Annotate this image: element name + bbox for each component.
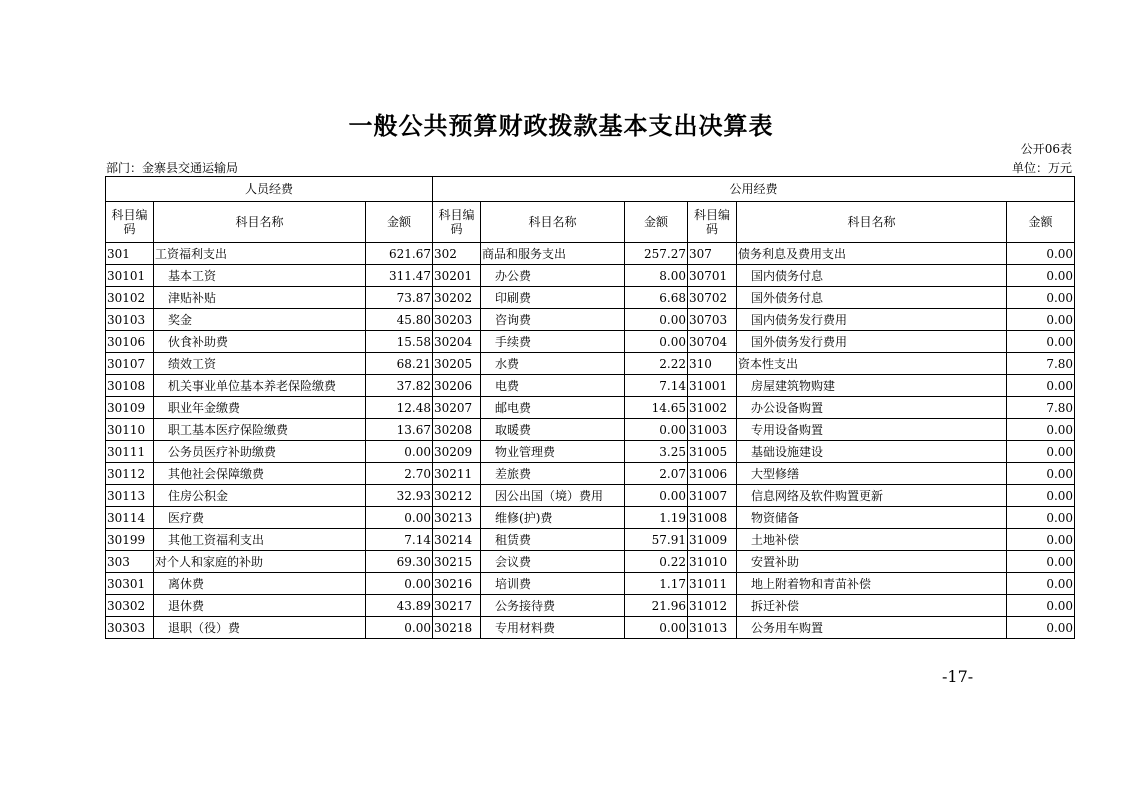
subject-code: 31001	[688, 375, 737, 397]
subject-name: 手续费	[495, 334, 532, 349]
table-row	[106, 551, 1075, 573]
subject-name: 大型修缮	[751, 466, 800, 481]
table-row	[106, 485, 1075, 507]
table-row	[106, 507, 1075, 529]
subject-code: 31005	[688, 441, 737, 463]
subject-name-cell	[481, 353, 625, 375]
subject-code: 30302	[106, 595, 154, 617]
amount: 69.30	[366, 551, 433, 573]
subject-name: 债务利息及费用支出	[738, 246, 847, 261]
subject-name: 离休费	[168, 576, 205, 591]
subject-name: 专用材料费	[495, 620, 556, 635]
subject-name-cell	[481, 463, 625, 485]
subject-name: 工资福利支出	[155, 246, 228, 261]
subject-name: 机关事业单位基本养老保险缴费	[168, 378, 337, 393]
subject-code: 30217	[433, 595, 481, 617]
subject-code: 31006	[688, 463, 737, 485]
subject-name-cell	[737, 287, 1007, 309]
amount: 0.00	[1007, 331, 1075, 353]
group-header-row	[106, 177, 1075, 202]
group-personnel: 人员经费	[106, 177, 433, 202]
table-row	[106, 595, 1075, 617]
subject-name-cell	[154, 441, 366, 463]
subject-code: 30106	[106, 331, 154, 353]
subject-name-cell	[154, 595, 366, 617]
subject-code: 30113	[106, 485, 154, 507]
header-code: 科目编码	[106, 202, 154, 243]
subject-name: 国内债务发行费用	[751, 312, 848, 327]
header-code: 科目编码	[433, 202, 481, 243]
subject-name: 差旅费	[495, 466, 532, 481]
subject-name: 津贴补贴	[168, 290, 217, 305]
subject-name: 办公设备购置	[751, 400, 824, 415]
amount: 0.00	[625, 617, 688, 639]
subject-name-cell	[481, 573, 625, 595]
table-row	[106, 265, 1075, 287]
subject-code: 30107	[106, 353, 154, 375]
amount: 257.27	[625, 243, 688, 265]
subject-name-cell	[737, 309, 1007, 331]
subject-name: 退休费	[168, 598, 205, 613]
header-amount: 金额	[625, 202, 688, 243]
table-row	[106, 441, 1075, 463]
amount: 0.22	[625, 551, 688, 573]
subject-code: 30211	[433, 463, 481, 485]
subject-code: 30101	[106, 265, 154, 287]
subject-code: 30216	[433, 573, 481, 595]
amount: 0.00	[625, 309, 688, 331]
table-row	[106, 419, 1075, 441]
subject-code: 303	[106, 551, 154, 573]
subject-name-cell	[154, 551, 366, 573]
subject-name-cell	[481, 595, 625, 617]
subject-code: 30111	[106, 441, 154, 463]
subject-name: 咨询费	[495, 312, 532, 327]
subject-name-cell	[481, 617, 625, 639]
subject-code: 30207	[433, 397, 481, 419]
amount: 0.00	[366, 507, 433, 529]
subject-name: 其他工资福利支出	[168, 532, 265, 547]
amount: 0.00	[1007, 375, 1075, 397]
amount: 0.00	[1007, 265, 1075, 287]
department-label: 部门：金寨县交通运输局	[106, 161, 239, 175]
subject-code: 31013	[688, 617, 737, 639]
table-row	[106, 243, 1075, 265]
amount: 621.67	[366, 243, 433, 265]
amount: 2.07	[625, 463, 688, 485]
subject-name: 国外债务发行费用	[751, 334, 848, 349]
amount: 0.00	[1007, 573, 1075, 595]
amount: 7.80	[1007, 397, 1075, 419]
subject-code: 31002	[688, 397, 737, 419]
subject-code: 30204	[433, 331, 481, 353]
subject-code: 302	[433, 243, 481, 265]
subject-code: 307	[688, 243, 737, 265]
subject-code: 31012	[688, 595, 737, 617]
subject-name: 国内债务付息	[751, 268, 824, 283]
amount: 0.00	[1007, 441, 1075, 463]
subject-code: 31009	[688, 529, 737, 551]
subject-name: 退职（役）费	[168, 620, 241, 635]
header-code: 科目编码	[688, 202, 737, 243]
subject-name-cell	[481, 551, 625, 573]
subject-name-cell	[737, 353, 1007, 375]
amount: 0.00	[1007, 507, 1075, 529]
subject-name: 地上附着物和青苗补偿	[751, 576, 872, 591]
subject-name: 电费	[495, 378, 520, 393]
table-row	[106, 375, 1075, 397]
subject-name-cell	[154, 287, 366, 309]
subject-code: 30212	[433, 485, 481, 507]
subject-name: 取暖费	[495, 422, 532, 437]
subject-code: 30702	[688, 287, 737, 309]
subject-name: 基本工资	[168, 268, 217, 283]
amount: 0.00	[1007, 617, 1075, 639]
subject-code: 30108	[106, 375, 154, 397]
subject-name: 医疗费	[168, 510, 205, 525]
subject-code: 30103	[106, 309, 154, 331]
amount: 13.67	[366, 419, 433, 441]
subject-name: 因公出国（境）费用	[495, 488, 604, 503]
amount: 0.00	[1007, 463, 1075, 485]
subject-code: 31007	[688, 485, 737, 507]
subject-code: 30203	[433, 309, 481, 331]
subject-name-cell	[737, 595, 1007, 617]
column-header-row	[106, 202, 1075, 243]
subject-name-cell	[154, 485, 366, 507]
header-name: 科目名称	[481, 202, 625, 243]
subject-name: 印刷费	[495, 290, 532, 305]
subject-name: 资本性支出	[738, 356, 799, 371]
amount: 0.00	[366, 617, 433, 639]
subject-name: 办公费	[495, 268, 532, 283]
amount: 2.22	[625, 353, 688, 375]
subject-code: 30205	[433, 353, 481, 375]
subject-name: 伙食补助费	[168, 334, 229, 349]
amount: 6.68	[625, 287, 688, 309]
subject-name-cell	[481, 441, 625, 463]
subject-code: 310	[688, 353, 737, 375]
subject-name: 国外债务付息	[751, 290, 824, 305]
amount: 12.48	[366, 397, 433, 419]
subject-code: 30199	[106, 529, 154, 551]
subject-name-cell	[737, 551, 1007, 573]
amount: 32.93	[366, 485, 433, 507]
subject-name-cell	[481, 529, 625, 551]
subject-name: 培训费	[495, 576, 532, 591]
amount: 15.58	[366, 331, 433, 353]
subject-name-cell	[154, 309, 366, 331]
subject-name-cell	[154, 331, 366, 353]
subject-name-cell	[481, 507, 625, 529]
subject-name-cell	[154, 529, 366, 551]
amount: 0.00	[1007, 419, 1075, 441]
subject-name: 维修(护)费	[495, 510, 553, 525]
amount: 7.14	[366, 529, 433, 551]
amount: 14.65	[625, 397, 688, 419]
header-amount: 金额	[1007, 202, 1075, 243]
amount: 0.00	[1007, 243, 1075, 265]
amount: 0.00	[366, 573, 433, 595]
header-amount: 金额	[366, 202, 433, 243]
subject-name-cell	[481, 243, 625, 265]
amount: 0.00	[625, 419, 688, 441]
subject-name: 基础设施建设	[751, 444, 824, 459]
header-name: 科目名称	[737, 202, 1007, 243]
subject-name: 租赁费	[495, 532, 532, 547]
subject-name-cell	[481, 375, 625, 397]
subject-name-cell	[737, 375, 1007, 397]
subject-name-cell	[154, 617, 366, 639]
amount: 0.00	[1007, 485, 1075, 507]
subject-name-cell	[154, 397, 366, 419]
subject-name: 商品和服务支出	[482, 246, 567, 261]
subject-name-cell	[737, 507, 1007, 529]
subject-name: 安置补助	[751, 554, 800, 569]
subject-name-cell	[154, 353, 366, 375]
subject-name: 土地补偿	[751, 532, 800, 547]
subject-name: 对个人和家庭的补助	[155, 554, 264, 569]
subject-name-cell	[481, 265, 625, 287]
subject-name: 邮电费	[495, 400, 532, 415]
amount: 3.25	[625, 441, 688, 463]
amount: 0.00	[625, 331, 688, 353]
subject-code: 30214	[433, 529, 481, 551]
subject-name: 职工基本医疗保险缴费	[168, 422, 289, 437]
amount: 0.00	[1007, 287, 1075, 309]
subject-code: 30208	[433, 419, 481, 441]
subject-code: 30218	[433, 617, 481, 639]
amount: 37.82	[366, 375, 433, 397]
amount: 1.19	[625, 507, 688, 529]
subject-name-cell	[154, 507, 366, 529]
subject-name: 住房公积金	[168, 488, 229, 503]
subject-code: 30213	[433, 507, 481, 529]
table-row	[106, 331, 1075, 353]
subject-name: 物业管理费	[495, 444, 556, 459]
subject-name: 公务员医疗补助缴费	[168, 444, 277, 459]
subject-name-cell	[154, 463, 366, 485]
subject-name-cell	[154, 243, 366, 265]
subject-code: 30301	[106, 573, 154, 595]
unit-label: 单位：万元	[1011, 161, 1072, 175]
subject-name-cell	[737, 331, 1007, 353]
amount: 0.00	[1007, 595, 1075, 617]
subject-code: 31008	[688, 507, 737, 529]
expenditure-table	[105, 176, 1075, 639]
subject-code: 30704	[688, 331, 737, 353]
subject-name-cell	[737, 265, 1007, 287]
amount: 2.70	[366, 463, 433, 485]
table-row	[106, 287, 1075, 309]
subject-name-cell	[481, 397, 625, 419]
subject-name: 专用设备购置	[751, 422, 824, 437]
form-number: 公开06表	[1020, 142, 1072, 156]
subject-code: 30110	[106, 419, 154, 441]
table-row	[106, 463, 1075, 485]
subject-name-cell	[481, 309, 625, 331]
amount: 0.00	[1007, 529, 1075, 551]
subject-name: 公务接待费	[495, 598, 556, 613]
amount: 43.89	[366, 595, 433, 617]
subject-name-cell	[154, 573, 366, 595]
subject-name: 物资储备	[751, 510, 800, 525]
table-row	[106, 573, 1075, 595]
subject-name-cell	[737, 441, 1007, 463]
subject-name-cell	[737, 243, 1007, 265]
subject-code: 30701	[688, 265, 737, 287]
subject-name: 绩效工资	[168, 356, 217, 371]
subject-name-cell	[737, 419, 1007, 441]
subject-name-cell	[481, 331, 625, 353]
subject-code: 30114	[106, 507, 154, 529]
subject-name: 会议费	[495, 554, 532, 569]
subject-code: 31010	[688, 551, 737, 573]
subject-code: 30209	[433, 441, 481, 463]
amount: 57.91	[625, 529, 688, 551]
amount: 68.21	[366, 353, 433, 375]
subject-name: 奖金	[168, 312, 193, 327]
subject-code: 30102	[106, 287, 154, 309]
amount: 7.80	[1007, 353, 1075, 375]
subject-code: 30112	[106, 463, 154, 485]
page-title: 一般公共预算财政拨款基本支出决算表	[348, 111, 774, 140]
amount: 1.17	[625, 573, 688, 595]
amount: 0.00	[1007, 551, 1075, 573]
subject-name-cell	[154, 265, 366, 287]
table-row	[106, 397, 1075, 419]
subject-name-cell	[481, 419, 625, 441]
amount: 311.47	[366, 265, 433, 287]
subject-code: 30109	[106, 397, 154, 419]
subject-code: 30201	[433, 265, 481, 287]
subject-name-cell	[737, 617, 1007, 639]
amount: 73.87	[366, 287, 433, 309]
subject-code: 30215	[433, 551, 481, 573]
subject-name-cell	[154, 419, 366, 441]
amount: 0.00	[625, 485, 688, 507]
subject-name: 拆迁补偿	[751, 598, 800, 613]
subject-name: 职业年金缴费	[168, 400, 241, 415]
subject-name: 信息网络及软件购置更新	[751, 488, 884, 503]
table-row	[106, 617, 1075, 639]
table-row	[106, 529, 1075, 551]
subject-name: 水费	[495, 356, 520, 371]
subject-name: 公务用车购置	[751, 620, 824, 635]
amount: 21.96	[625, 595, 688, 617]
subject-code: 30206	[433, 375, 481, 397]
amount: 0.00	[366, 441, 433, 463]
subject-name-cell	[737, 529, 1007, 551]
subject-code: 30202	[433, 287, 481, 309]
subject-name-cell	[737, 397, 1007, 419]
subject-name: 房屋建筑物购建	[751, 378, 836, 393]
subject-code: 31003	[688, 419, 737, 441]
subject-name-cell	[737, 463, 1007, 485]
subject-code: 30703	[688, 309, 737, 331]
subject-name-cell	[737, 573, 1007, 595]
subject-name: 其他社会保障缴费	[168, 466, 265, 481]
amount: 7.14	[625, 375, 688, 397]
subject-name-cell	[154, 375, 366, 397]
subject-name-cell	[481, 287, 625, 309]
subject-name-cell	[737, 485, 1007, 507]
subject-code: 30303	[106, 617, 154, 639]
group-public: 公用经费	[433, 177, 1075, 202]
subject-name-cell	[481, 485, 625, 507]
page-number: -17-	[942, 667, 974, 686]
amount: 0.00	[1007, 309, 1075, 331]
amount: 45.80	[366, 309, 433, 331]
subject-code: 31011	[688, 573, 737, 595]
subject-code: 301	[106, 243, 154, 265]
header-name: 科目名称	[154, 202, 366, 243]
table-row	[106, 309, 1075, 331]
amount: 8.00	[625, 265, 688, 287]
table-row	[106, 353, 1075, 375]
